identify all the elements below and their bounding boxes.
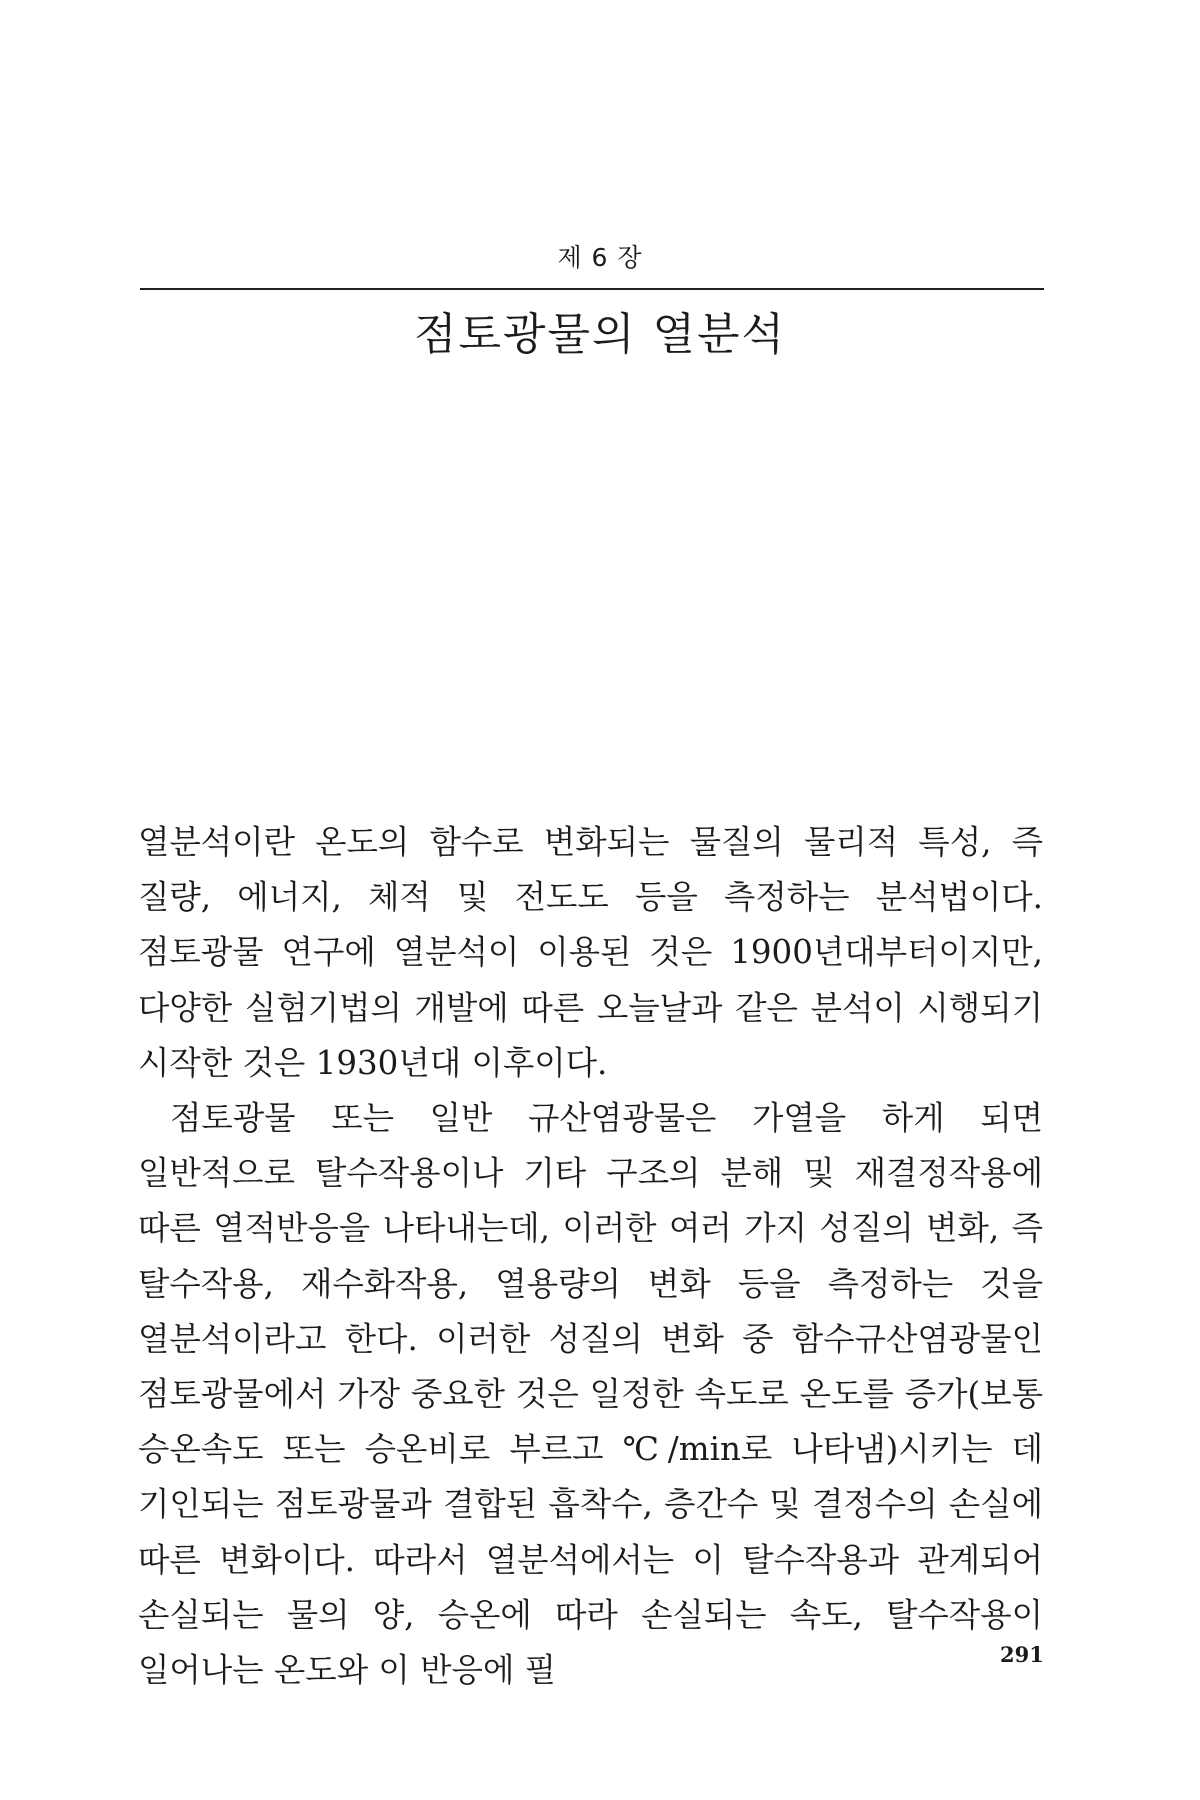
chapter-title: 점토광물의 열분석 <box>413 309 787 360</box>
chapter-label: 제 6 장 <box>557 243 643 272</box>
chapter-divider <box>140 288 1044 290</box>
body-text <box>138 815 1043 1698</box>
page-number: 291 <box>1000 1642 1044 1667</box>
paragraph: 열분석이란 온도의 함수로 변화되는 물질의 물리적 특성, 즉 질량, 에너지, 체적 및 전도도 등을 측정하는 분석법이다. 점토광물 연구에 열분석이 이용된 것은 1900년대부터이지만, 다양한 실험기법의 개발에 따른 오늘날과 같은 분석이 시행되기 시작한 것은 1930년대 이후이다. <box>138 823 1043 1082</box>
paragraph: 점토광물 또는 일반 규산염광물은 가열을 하게 되면 일반적으로 탈수작용이나 기타 구조의 분해 및 재결정작용에 따른 열적반응을 나타내는데, 이러한 여러 가지 성질의 변화, 즉 탈수작용, 재수화작용, 열용량의 변화 등을 측정하는 것을 열분석이라고 한다. 이러한 성질의 변화 중 함수규산염광물인 점토광물에서 가장 중요한 것은 일정한 속도로 온도를 증가(보통 승온속도 또는 승온비로 부르고 ℃/min로 나타냄)시키는 데 기인되는 점토광물과 결합된 흡착수, 층간수 및 결정수의 손실에 따른 변화이다. 따라서 열분석에서는 이 탈수작용과 관계되어 손실되는 물의 양, 승온에 따라 손실되는 속도, 탈수작용이 일어나는 온도와 이 반응에 필 <box>138 1099 1043 1690</box>
